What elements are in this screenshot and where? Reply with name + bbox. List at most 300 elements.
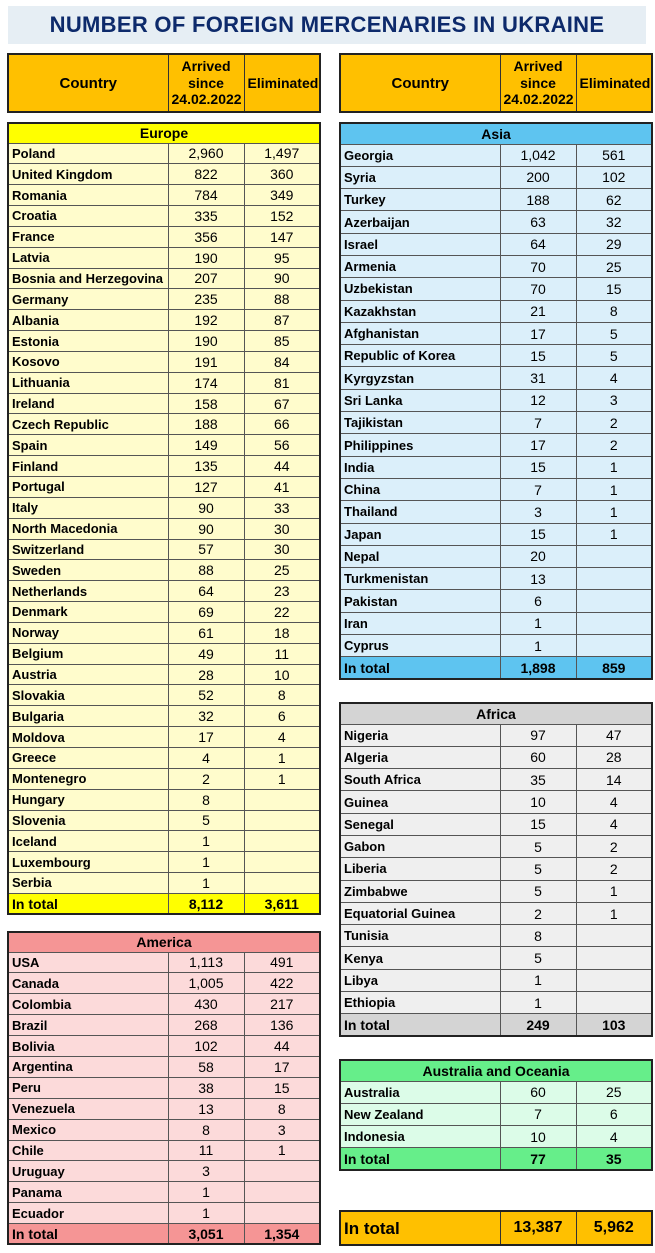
table-row — [8, 602, 320, 623]
total-arrived-cell: 1,898 — [500, 657, 576, 679]
eliminated-cell — [576, 947, 652, 969]
america-table — [7, 931, 319, 1245]
country-cell: Georgia — [340, 144, 500, 166]
eliminated-cell: 15 — [576, 278, 652, 300]
eliminated-cell: 8 — [244, 1098, 320, 1119]
country-cell: Norway — [8, 622, 168, 643]
table-row — [340, 1126, 652, 1148]
africa-grid — [339, 702, 653, 1037]
eliminated-cell: 30 — [244, 539, 320, 560]
table-row — [8, 247, 320, 268]
country-cell: Liberia — [340, 858, 500, 880]
arrived-cell: 1 — [168, 873, 244, 894]
arrived-cell: 10 — [500, 791, 576, 813]
eliminated-cell: 2 — [576, 858, 652, 880]
asia-grid — [339, 122, 653, 680]
eliminated-cell: 2 — [576, 434, 652, 456]
country-cell: Latvia — [8, 247, 168, 268]
arrived-cell: 5 — [500, 947, 576, 969]
eliminated-cell: 561 — [576, 144, 652, 166]
arrived-cell: 11 — [168, 1140, 244, 1161]
arrived-cell: 8 — [168, 1119, 244, 1140]
table-row — [8, 952, 320, 973]
country-cell: Cyprus — [340, 635, 500, 657]
country-cell: Switzerland — [8, 539, 168, 560]
country-cell: South Africa — [340, 769, 500, 791]
country-cell: Afghanistan — [340, 322, 500, 344]
country-cell: Zimbabwe — [340, 880, 500, 902]
table-row — [8, 289, 320, 310]
arrived-cell: 1 — [168, 1182, 244, 1203]
country-cell: Hungary — [8, 789, 168, 810]
oceania-table — [339, 1059, 651, 1171]
eliminated-cell: 1 — [576, 478, 652, 500]
table-row — [340, 389, 652, 411]
header-eliminated: Eliminated — [576, 54, 652, 112]
eliminated-cell — [244, 1203, 320, 1224]
table-row — [340, 345, 652, 367]
arrived-cell: 1,042 — [500, 144, 576, 166]
table-row — [340, 300, 652, 322]
table-row — [8, 310, 320, 331]
table-row — [8, 372, 320, 393]
eliminated-cell: 85 — [244, 331, 320, 352]
arrived-cell: 64 — [168, 581, 244, 602]
arrived-cell: 7 — [500, 1103, 576, 1125]
country-cell: Colombia — [8, 994, 168, 1015]
total-arrived-cell: 8,112 — [168, 893, 244, 914]
country-cell: Equatorial Guinea — [340, 902, 500, 924]
table-row — [340, 969, 652, 991]
country-cell: Israel — [340, 233, 500, 255]
country-cell: Republic of Korea — [340, 345, 500, 367]
country-cell: Nigeria — [340, 724, 500, 746]
country-cell: Slovakia — [8, 685, 168, 706]
arrived-cell: 90 — [168, 518, 244, 539]
eliminated-cell — [244, 873, 320, 894]
country-cell: Japan — [340, 523, 500, 545]
country-cell: Poland — [8, 143, 168, 164]
country-cell: Panama — [8, 1182, 168, 1203]
table-row — [340, 880, 652, 902]
country-cell: Brazil — [8, 1015, 168, 1036]
america-total-row — [8, 1224, 320, 1245]
country-cell: Iran — [340, 612, 500, 634]
arrived-cell: 32 — [168, 706, 244, 727]
arrived-cell: 102 — [168, 1036, 244, 1057]
arrived-cell: 1 — [500, 969, 576, 991]
table-row — [8, 706, 320, 727]
country-cell: Iceland — [8, 831, 168, 852]
arrived-cell: 70 — [500, 255, 576, 277]
eliminated-cell — [576, 992, 652, 1014]
table-row — [340, 166, 652, 188]
eliminated-cell: 152 — [244, 206, 320, 227]
table-row — [8, 1203, 320, 1224]
arrived-cell: 7 — [500, 478, 576, 500]
arrived-cell: 97 — [500, 724, 576, 746]
header-arrived — [168, 54, 244, 112]
table-row — [8, 1036, 320, 1057]
arrived-cell: 21 — [500, 300, 576, 322]
arrived-cell: 17 — [500, 434, 576, 456]
eliminated-cell: 11 — [244, 643, 320, 664]
arrived-cell: 13 — [500, 568, 576, 590]
eliminated-cell — [244, 1161, 320, 1182]
country-cell: France — [8, 226, 168, 247]
country-cell: Thailand — [340, 501, 500, 523]
arrived-cell: 5 — [500, 835, 576, 857]
arrived-cell: 188 — [500, 189, 576, 211]
total-arrived-cell: 3,051 — [168, 1224, 244, 1245]
eliminated-cell: 66 — [244, 414, 320, 435]
table-row — [8, 873, 320, 894]
table-row — [8, 685, 320, 706]
arrived-cell: 127 — [168, 477, 244, 498]
arrived-cell: 190 — [168, 247, 244, 268]
eliminated-cell: 90 — [244, 268, 320, 289]
arrived-cell: 2 — [500, 902, 576, 924]
arrived-cell: 1 — [500, 635, 576, 657]
arrived-cell: 31 — [500, 367, 576, 389]
country-cell: Albania — [8, 310, 168, 331]
arrived-cell: 188 — [168, 414, 244, 435]
arrived-cell: 1 — [168, 831, 244, 852]
eliminated-cell: 30 — [244, 518, 320, 539]
country-cell: China — [340, 478, 500, 500]
eliminated-cell — [244, 789, 320, 810]
arrived-cell: 15 — [500, 813, 576, 835]
country-cell: Kyrgyzstan — [340, 367, 500, 389]
table-row — [340, 612, 652, 634]
eliminated-cell — [576, 545, 652, 567]
total-label-cell: In total — [340, 1014, 500, 1036]
total-label-cell: In total — [8, 1224, 168, 1245]
europe-total-row — [8, 893, 320, 914]
arrived-cell: 17 — [168, 727, 244, 748]
arrived-cell: 207 — [168, 268, 244, 289]
arrived-cell: 60 — [500, 746, 576, 768]
table-row — [8, 414, 320, 435]
eliminated-cell: 422 — [244, 973, 320, 994]
country-cell: Portugal — [8, 477, 168, 498]
table-row — [8, 1182, 320, 1203]
country-cell: Italy — [8, 497, 168, 518]
eliminated-cell: 1 — [576, 902, 652, 924]
table-row — [8, 497, 320, 518]
eliminated-cell: 15 — [244, 1077, 320, 1098]
country-cell: Canada — [8, 973, 168, 994]
arrived-cell: 1,113 — [168, 952, 244, 973]
country-cell: Argentina — [8, 1056, 168, 1077]
table-row — [340, 925, 652, 947]
arrived-cell: 200 — [500, 166, 576, 188]
table-row — [8, 456, 320, 477]
eliminated-cell: 17 — [244, 1056, 320, 1077]
country-cell: Peru — [8, 1077, 168, 1098]
eliminated-cell: 136 — [244, 1015, 320, 1036]
arrived-cell: 1 — [168, 852, 244, 873]
country-cell: Uruguay — [8, 1161, 168, 1182]
country-cell: Venezuela — [8, 1098, 168, 1119]
grand-total-eliminated: 5,962 — [576, 1211, 652, 1245]
page-title: NUMBER OF FOREIGN MERCENARIES IN UKRAINE — [8, 6, 646, 44]
table-row — [340, 992, 652, 1014]
country-cell: North Macedonia — [8, 518, 168, 539]
arrived-cell: 5 — [168, 810, 244, 831]
table-row — [8, 226, 320, 247]
table-row — [340, 813, 652, 835]
eliminated-cell — [576, 925, 652, 947]
oceania-total-row — [340, 1148, 652, 1170]
america-section-title: America — [8, 932, 320, 952]
arrived-cell: 70 — [500, 278, 576, 300]
total-label-cell: In total — [340, 1148, 500, 1170]
header-country: Country — [340, 54, 500, 112]
table-row — [8, 581, 320, 602]
eliminated-cell: 95 — [244, 247, 320, 268]
oceania-grid — [339, 1059, 653, 1171]
arrived-cell: 13 — [168, 1098, 244, 1119]
country-cell: Finland — [8, 456, 168, 477]
arrived-cell: 3 — [500, 501, 576, 523]
eliminated-cell: 1,497 — [244, 143, 320, 164]
table-row — [8, 539, 320, 560]
eliminated-cell: 32 — [576, 211, 652, 233]
eliminated-cell — [576, 568, 652, 590]
table-row — [340, 746, 652, 768]
table-row — [8, 1015, 320, 1036]
country-cell: Ireland — [8, 393, 168, 414]
country-cell: Luxembourg — [8, 852, 168, 873]
country-cell: Bulgaria — [8, 706, 168, 727]
country-cell: Nepal — [340, 545, 500, 567]
eliminated-cell: 4 — [576, 813, 652, 835]
eliminated-cell — [576, 590, 652, 612]
arrived-cell: 268 — [168, 1015, 244, 1036]
country-cell: Guinea — [340, 791, 500, 813]
arrived-cell: 12 — [500, 389, 576, 411]
country-cell: Belgium — [8, 643, 168, 664]
arrived-cell: 58 — [168, 1056, 244, 1077]
europe-section-title: Europe — [8, 123, 320, 143]
country-cell: Libya — [340, 969, 500, 991]
eliminated-cell: 87 — [244, 310, 320, 331]
eliminated-cell: 67 — [244, 393, 320, 414]
arrived-cell: 430 — [168, 994, 244, 1015]
country-cell: Philippines — [340, 434, 500, 456]
eliminated-cell: 3 — [244, 1119, 320, 1140]
country-cell: Lithuania — [8, 372, 168, 393]
arrived-cell: 15 — [500, 523, 576, 545]
grand-total — [339, 1210, 651, 1246]
arrived-cell: 335 — [168, 206, 244, 227]
country-cell: Kosovo — [8, 351, 168, 372]
table-row — [340, 367, 652, 389]
country-cell: Sri Lanka — [340, 389, 500, 411]
eliminated-cell — [244, 1182, 320, 1203]
eliminated-cell: 29 — [576, 233, 652, 255]
eliminated-cell: 4 — [244, 727, 320, 748]
arrived-cell: 135 — [168, 456, 244, 477]
eliminated-cell: 41 — [244, 477, 320, 498]
table-row — [8, 331, 320, 352]
asia-total-row — [340, 657, 652, 679]
africa-section-title: Africa — [340, 703, 652, 724]
eliminated-cell — [576, 969, 652, 991]
table-row — [8, 622, 320, 643]
country-cell: Sweden — [8, 560, 168, 581]
arrived-cell: 69 — [168, 602, 244, 623]
table-row — [340, 189, 652, 211]
country-cell: Indonesia — [340, 1126, 500, 1148]
eliminated-cell: 491 — [244, 952, 320, 973]
eliminated-cell: 28 — [576, 746, 652, 768]
country-cell: Chile — [8, 1140, 168, 1161]
table-row — [340, 478, 652, 500]
table-row — [340, 1103, 652, 1125]
table-row — [340, 412, 652, 434]
arrived-cell: 38 — [168, 1077, 244, 1098]
total-eliminated-cell: 1,354 — [244, 1224, 320, 1245]
arrived-cell: 158 — [168, 393, 244, 414]
eliminated-cell: 1 — [244, 747, 320, 768]
eliminated-cell: 3 — [576, 389, 652, 411]
country-cell: Australia — [340, 1081, 500, 1103]
country-cell: Serbia — [8, 873, 168, 894]
country-cell: Uzbekistan — [340, 278, 500, 300]
header-arrived-line1: Arrived — [181, 57, 231, 74]
arrived-cell: 7 — [500, 412, 576, 434]
country-cell: Bolivia — [8, 1036, 168, 1057]
header-right — [339, 53, 651, 113]
eliminated-cell: 349 — [244, 185, 320, 206]
country-cell: Romania — [8, 185, 168, 206]
country-cell: Bosnia and Herzegovina — [8, 268, 168, 289]
arrived-cell: 15 — [500, 345, 576, 367]
table-row — [340, 835, 652, 857]
country-cell: Ecuador — [8, 1203, 168, 1224]
header-arrived-line2: since — [188, 74, 224, 91]
country-cell: United Kingdom — [8, 164, 168, 185]
table-row — [8, 1056, 320, 1077]
table-row — [340, 568, 652, 590]
table-row — [8, 1140, 320, 1161]
arrived-cell: 5 — [500, 858, 576, 880]
table-row — [340, 791, 652, 813]
country-cell: Turkmenistan — [340, 568, 500, 590]
table-row — [340, 1081, 652, 1103]
eliminated-cell: 88 — [244, 289, 320, 310]
eliminated-cell: 33 — [244, 497, 320, 518]
arrived-cell: 17 — [500, 322, 576, 344]
country-cell: Austria — [8, 664, 168, 685]
eliminated-cell: 47 — [576, 724, 652, 746]
eliminated-cell — [244, 852, 320, 873]
country-cell: Denmark — [8, 602, 168, 623]
eliminated-cell: 6 — [576, 1103, 652, 1125]
asia-section-title: Asia — [340, 123, 652, 144]
header-eliminated: Eliminated — [244, 54, 320, 112]
europe-table — [7, 122, 319, 915]
table-row — [8, 268, 320, 289]
header-arrived-line1: Arrived — [513, 57, 563, 74]
table-row — [8, 664, 320, 685]
table-row — [340, 434, 652, 456]
eliminated-cell: 81 — [244, 372, 320, 393]
table-row — [8, 185, 320, 206]
arrived-cell: 61 — [168, 622, 244, 643]
eliminated-cell: 6 — [244, 706, 320, 727]
table-row — [340, 590, 652, 612]
arrived-cell: 822 — [168, 164, 244, 185]
eliminated-cell: 25 — [576, 1081, 652, 1103]
arrived-cell: 15 — [500, 456, 576, 478]
arrived-cell: 28 — [168, 664, 244, 685]
eliminated-cell — [576, 635, 652, 657]
country-cell: Syria — [340, 166, 500, 188]
country-cell: New Zealand — [340, 1103, 500, 1125]
table-row — [8, 560, 320, 581]
country-cell: Slovenia — [8, 810, 168, 831]
total-arrived-cell: 77 — [500, 1148, 576, 1170]
total-eliminated-cell: 3,611 — [244, 893, 320, 914]
eliminated-cell: 147 — [244, 226, 320, 247]
table-row — [340, 947, 652, 969]
eliminated-cell: 18 — [244, 622, 320, 643]
arrived-cell: 8 — [168, 789, 244, 810]
arrived-cell: 35 — [500, 769, 576, 791]
eliminated-cell: 102 — [576, 166, 652, 188]
eliminated-cell: 22 — [244, 602, 320, 623]
table-row — [8, 518, 320, 539]
table-row — [8, 143, 320, 164]
country-cell: Turkey — [340, 189, 500, 211]
arrived-cell: 191 — [168, 351, 244, 372]
table-row — [8, 789, 320, 810]
eliminated-cell: 25 — [244, 560, 320, 581]
arrived-cell: 1 — [500, 992, 576, 1014]
table-row — [340, 456, 652, 478]
arrived-cell: 60 — [500, 1081, 576, 1103]
header-arrived — [500, 54, 576, 112]
arrived-cell: 20 — [500, 545, 576, 567]
arrived-cell: 174 — [168, 372, 244, 393]
country-cell: Croatia — [8, 206, 168, 227]
grand-total-label: In total — [340, 1211, 500, 1245]
table-row — [340, 278, 652, 300]
country-cell: Kazakhstan — [340, 300, 500, 322]
country-cell: Armenia — [340, 255, 500, 277]
table-row — [8, 206, 320, 227]
arrived-cell: 149 — [168, 435, 244, 456]
arrived-cell: 63 — [500, 211, 576, 233]
america-grid — [7, 931, 321, 1245]
eliminated-cell — [244, 831, 320, 852]
table-row — [8, 1119, 320, 1140]
table-row — [8, 351, 320, 372]
eliminated-cell: 44 — [244, 456, 320, 477]
eliminated-cell: 25 — [576, 255, 652, 277]
eliminated-cell: 360 — [244, 164, 320, 185]
country-cell: Tajikistan — [340, 412, 500, 434]
table-row — [8, 727, 320, 748]
arrived-cell: 1 — [168, 1203, 244, 1224]
table-row — [8, 994, 320, 1015]
table-row — [8, 852, 320, 873]
country-cell: Senegal — [340, 813, 500, 835]
table-row — [8, 477, 320, 498]
